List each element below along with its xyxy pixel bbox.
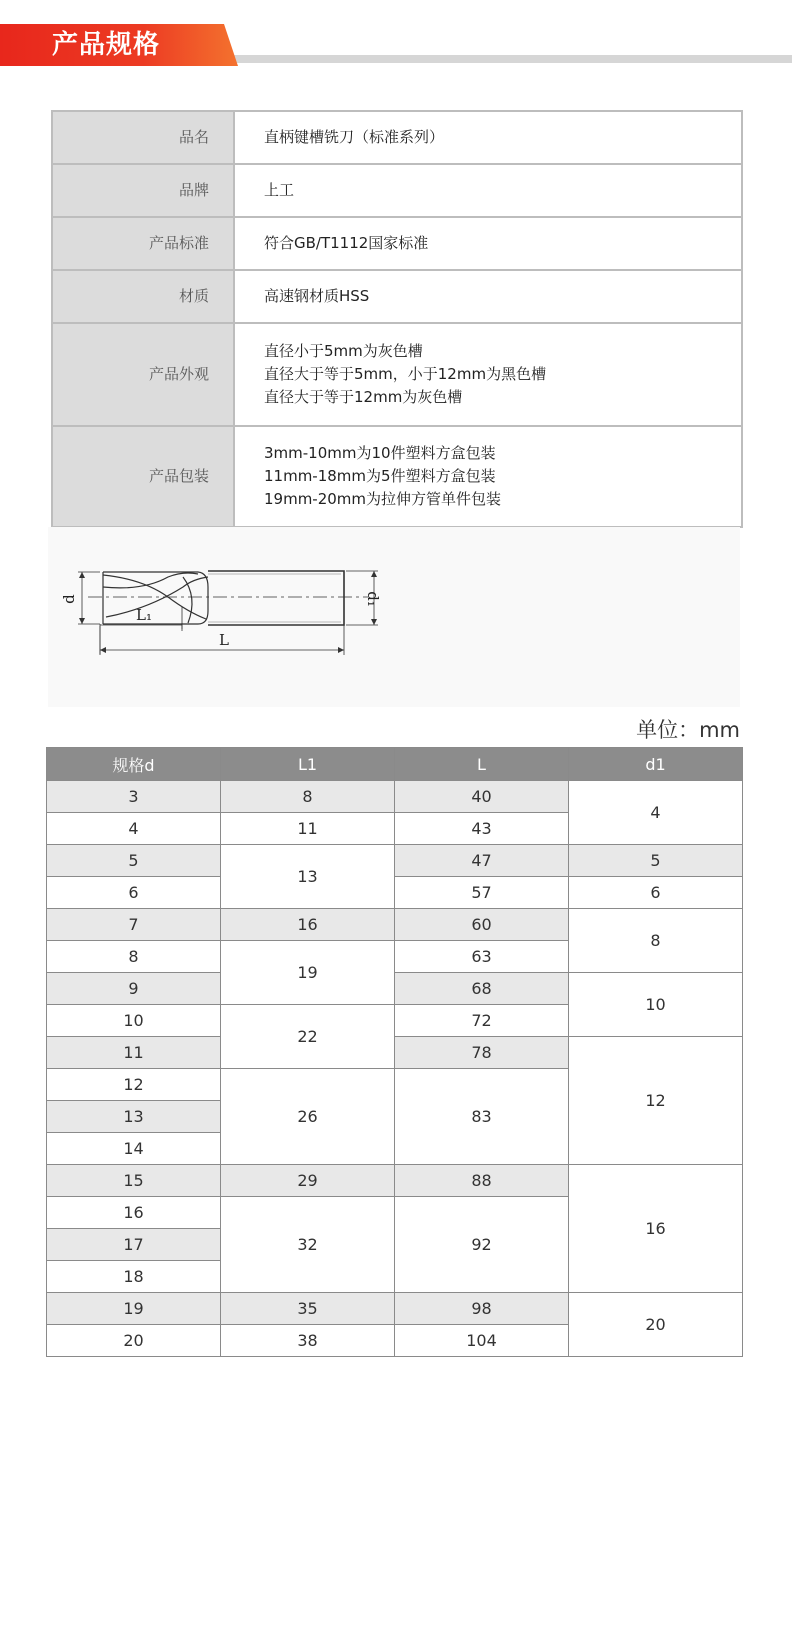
cell-l: 92 xyxy=(395,1197,569,1293)
label-d1: d₁ xyxy=(364,591,382,607)
cell-d: 4 xyxy=(47,813,221,845)
cell-l1: 16 xyxy=(221,909,395,941)
spec-header-row xyxy=(47,748,743,781)
info-value xyxy=(234,111,742,164)
cell-d: 10 xyxy=(47,1005,221,1037)
table-row xyxy=(47,877,743,909)
table-row xyxy=(47,1165,743,1197)
product-info-table xyxy=(51,110,743,528)
cell-l1: 13 xyxy=(221,845,395,909)
cell-d: 17 xyxy=(47,1229,221,1261)
info-key: 产品包装 xyxy=(52,426,234,527)
cell-d: 18 xyxy=(47,1261,221,1293)
info-line: 3mm-10mm为10件塑料方盒包装 xyxy=(264,444,496,462)
shank xyxy=(208,571,344,625)
cell-l: 47 xyxy=(395,845,569,877)
cell-d: 14 xyxy=(47,1133,221,1165)
cell-d: 9 xyxy=(47,973,221,1005)
col-header-l1: L1 xyxy=(221,748,395,781)
info-line: 高速钢材质HSS xyxy=(264,287,370,305)
info-line: 上工 xyxy=(264,181,295,199)
header-divider xyxy=(200,55,792,63)
info-value xyxy=(234,217,742,270)
cell-l1: 11 xyxy=(221,813,395,845)
cell-d: 11 xyxy=(47,1037,221,1069)
label-l: L xyxy=(219,631,229,649)
info-line: 19mm-20mm为拉伸方管单件包装 xyxy=(264,490,502,508)
info-line: 符合GB/T1112国家标准 xyxy=(264,234,429,252)
cell-d: 5 xyxy=(47,845,221,877)
cell-d1: 4 xyxy=(569,781,743,845)
cell-l1: 8 xyxy=(221,781,395,813)
info-key: 产品标准 xyxy=(52,217,234,270)
end-mill-drawing xyxy=(48,527,740,707)
cell-d1: 6 xyxy=(569,877,743,909)
label-d: d xyxy=(60,594,78,604)
cutter-dimension-diagram xyxy=(48,527,740,707)
section-header xyxy=(0,24,792,66)
cell-l1: 32 xyxy=(221,1197,395,1293)
info-row xyxy=(52,270,742,323)
cell-d: 6 xyxy=(47,877,221,909)
cell-l1: 26 xyxy=(221,1069,395,1165)
table-row xyxy=(47,973,743,1005)
info-value xyxy=(234,164,742,217)
cell-l: 88 xyxy=(395,1165,569,1197)
cell-d: 15 xyxy=(47,1165,221,1197)
cell-d1: 8 xyxy=(569,909,743,973)
cell-l1: 22 xyxy=(221,1005,395,1069)
cell-d: 8 xyxy=(47,941,221,973)
cell-l1: 38 xyxy=(221,1325,395,1357)
info-value xyxy=(234,426,742,527)
cell-l: 72 xyxy=(395,1005,569,1037)
cell-d: 19 xyxy=(47,1293,221,1325)
flute-line xyxy=(183,577,192,623)
cell-l: 60 xyxy=(395,909,569,941)
unit-label: 单位：mm xyxy=(636,718,740,742)
col-header-d1: d1 xyxy=(569,748,743,781)
spec-table xyxy=(46,747,743,1357)
cell-d: 13 xyxy=(47,1101,221,1133)
col-header-d: 规格d xyxy=(47,748,221,781)
cell-d: 3 xyxy=(47,781,221,813)
table-row xyxy=(47,845,743,877)
info-key: 品牌 xyxy=(52,164,234,217)
info-line: 直径小于5mm为灰色槽 xyxy=(264,342,423,360)
table-row xyxy=(47,1293,743,1325)
cell-d: 16 xyxy=(47,1197,221,1229)
table-row xyxy=(47,1037,743,1069)
info-line: 11mm-18mm为5件塑料方盒包装 xyxy=(264,467,496,485)
cell-l1: 35 xyxy=(221,1293,395,1325)
info-row xyxy=(52,323,742,426)
cell-l: 40 xyxy=(395,781,569,813)
cell-l1: 29 xyxy=(221,1165,395,1197)
info-line: 直径大于等于5mm，小于12mm为黑色槽 xyxy=(264,365,547,383)
cell-d1: 16 xyxy=(569,1165,743,1293)
col-header-l: L xyxy=(395,748,569,781)
cell-l: 57 xyxy=(395,877,569,909)
cell-l: 78 xyxy=(395,1037,569,1069)
info-value xyxy=(234,270,742,323)
info-key: 品名 xyxy=(52,111,234,164)
info-row xyxy=(52,111,742,164)
info-value xyxy=(234,323,742,426)
info-row xyxy=(52,426,742,527)
table-row xyxy=(47,781,743,813)
info-key: 材质 xyxy=(52,270,234,323)
dimension-d xyxy=(78,572,100,624)
shank-highlight xyxy=(208,574,341,622)
section-title: 产品规格 xyxy=(52,30,161,60)
info-line: 直径大于等于12mm为灰色槽 xyxy=(264,388,463,406)
cell-d1: 10 xyxy=(569,973,743,1037)
cell-d1: 20 xyxy=(569,1293,743,1357)
cell-l: 68 xyxy=(395,973,569,1005)
cell-l: 104 xyxy=(395,1325,569,1357)
cell-l: 63 xyxy=(395,941,569,973)
cell-d: 12 xyxy=(47,1069,221,1101)
cell-l: 98 xyxy=(395,1293,569,1325)
info-line: 直柄键槽铣刀（标准系列） xyxy=(264,128,445,146)
label-l1: L₁ xyxy=(136,606,152,624)
cell-d: 20 xyxy=(47,1325,221,1357)
cell-l: 83 xyxy=(395,1069,569,1165)
cell-d1: 12 xyxy=(569,1037,743,1165)
info-row xyxy=(52,217,742,270)
flute-line xyxy=(103,573,198,588)
cell-d: 7 xyxy=(47,909,221,941)
info-key: 产品外观 xyxy=(52,323,234,426)
cell-d1: 5 xyxy=(569,845,743,877)
cell-l1: 19 xyxy=(221,941,395,1005)
table-row xyxy=(47,909,743,941)
cell-l: 43 xyxy=(395,813,569,845)
info-row xyxy=(52,164,742,217)
